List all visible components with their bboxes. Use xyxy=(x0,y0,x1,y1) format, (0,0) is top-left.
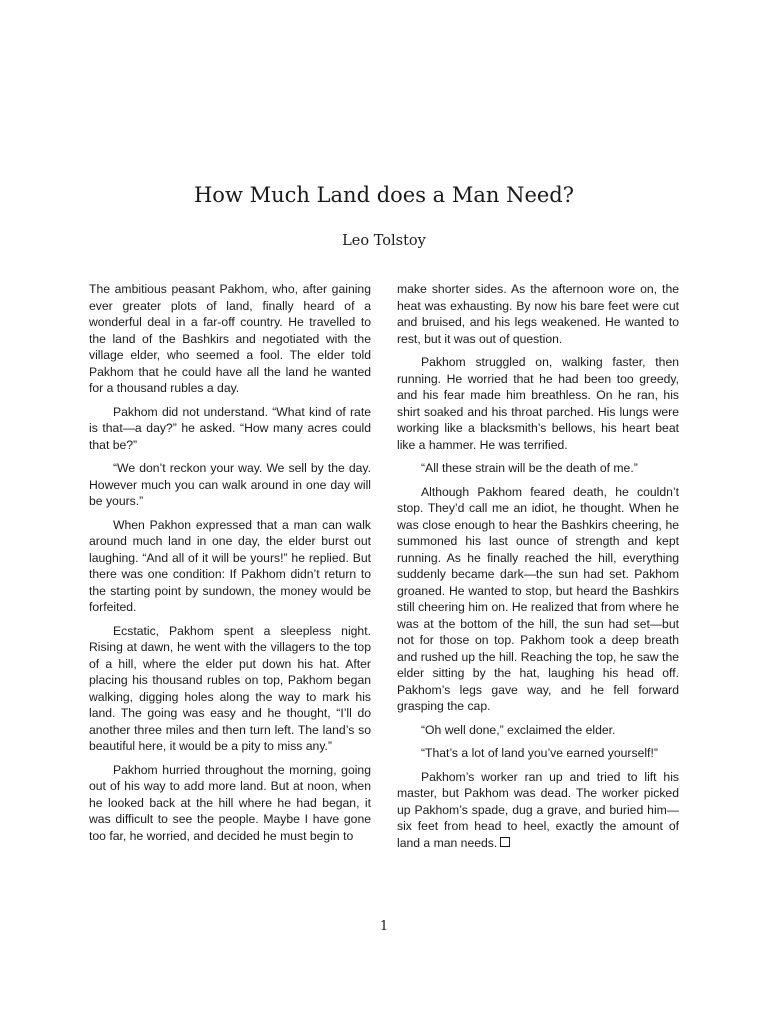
left-column xyxy=(89,281,371,851)
story-title: How Much Land does a Man Need? xyxy=(193,183,575,207)
paragraph: “That’s a lot of land you’ve earned yourself!” xyxy=(421,746,658,760)
paragraph: “We don’t reckon your way. We sell by the day. However much you can walk around in one day will be yours.” xyxy=(89,461,371,508)
paragraph: When Pakhon expressed that a man can walk around much land in one day, the elder burst out laughing. “And all of it will be yours!” he replied. But there was one condition: If Pakhom didn’t return to the starting point by sundown, the money would be forfeited. xyxy=(89,517,371,614)
right-column xyxy=(397,281,679,858)
paragraph: Ecstatic, Pakhom spent a sleepless night. Rising at dawn, he went with the villagers to the top of a hill, where the elder put down his hat. After placing his thousand rubles on top, Pakhom began walking, digging holes along the way to mark his land. The going was easy and he thought, “I’ll do another three miles and then turn left. The land’s so beautiful here, it would be a pity to miss any.” xyxy=(89,623,371,753)
paragraph: Pakhom did not understand. “What kind of rate is that—a day?” he asked. “How many acres could that be?” xyxy=(89,404,371,452)
end-of-text-square-icon xyxy=(500,837,510,847)
paragraph: The ambitious peasant Pakhom, who, after gaining ever greater plots of land, finally heard of a wonderful deal in a far-off country. He travelled to the land of the Bashkirs and negotiated with the village elder, who seemed a fool. The elder told Pakhom that he could have all the land he wanted for a thousand rubles a day. xyxy=(89,282,371,395)
final-paragraph xyxy=(397,769,679,852)
page-number: 1 xyxy=(379,919,389,934)
author-name: Leo Tolstoy xyxy=(342,233,426,249)
paragraph-text: Pakhom’s worker ran up and tried to lift his master, but Pakhom was dead. The worker picked up Pakhom’s spade, dug a grave, and buried him—six feet from head to heel, exactly the amount of land a man needs. xyxy=(397,769,679,850)
paragraph: Pakhom struggled on, walking faster, then running. He worried that he had been too greedy, and his fear made him breathless. On he ran, his shirt soaked and his throat parched. His lungs were working like a blacksmith’s bellows, his heart beat like a hammer. He was terrified. xyxy=(397,355,679,452)
paragraph: “Oh well done,” exclaimed the elder. xyxy=(421,722,616,737)
paragraph: “All these strain will be the death of me.” xyxy=(421,461,638,475)
paragraph: Pakhom hurried throughout the morning, going out of his way to add more land. But at noon, when he looked back at the hill where he had began, it was difficult to see the people. Maybe I have gone too far, he worried, and decided he must begin to xyxy=(89,762,371,843)
paragraph: Although Pakhom feared death, he couldn’t stop. They’d call me an idiot, he thought. When he was close enough to hear the Bashkirs cheering, he summoned his last ounce of strength and kept running. As he finally reached the hill, everything suddenly became dark—the sun had set. Pakhom groaned. He wanted to stop, but heard the Bashkirs still cheering him on. He realized that from where he was at the bottom of the hill, the sun had set—but not for those on top. Pakhom took a deep breath and rushed up the hill. Reaching the top, he saw the elder sitting by the hat, laughing his head off. Pakhom’s legs gave way, and he fell forward grasping the cap. xyxy=(397,484,679,713)
paragraph: make shorter sides. As the afternoon wore on, the heat was exhausting. By now his bare feet were cut and bruised, and his legs weakened. He wanted to rest, but it was out of question. xyxy=(397,282,679,346)
